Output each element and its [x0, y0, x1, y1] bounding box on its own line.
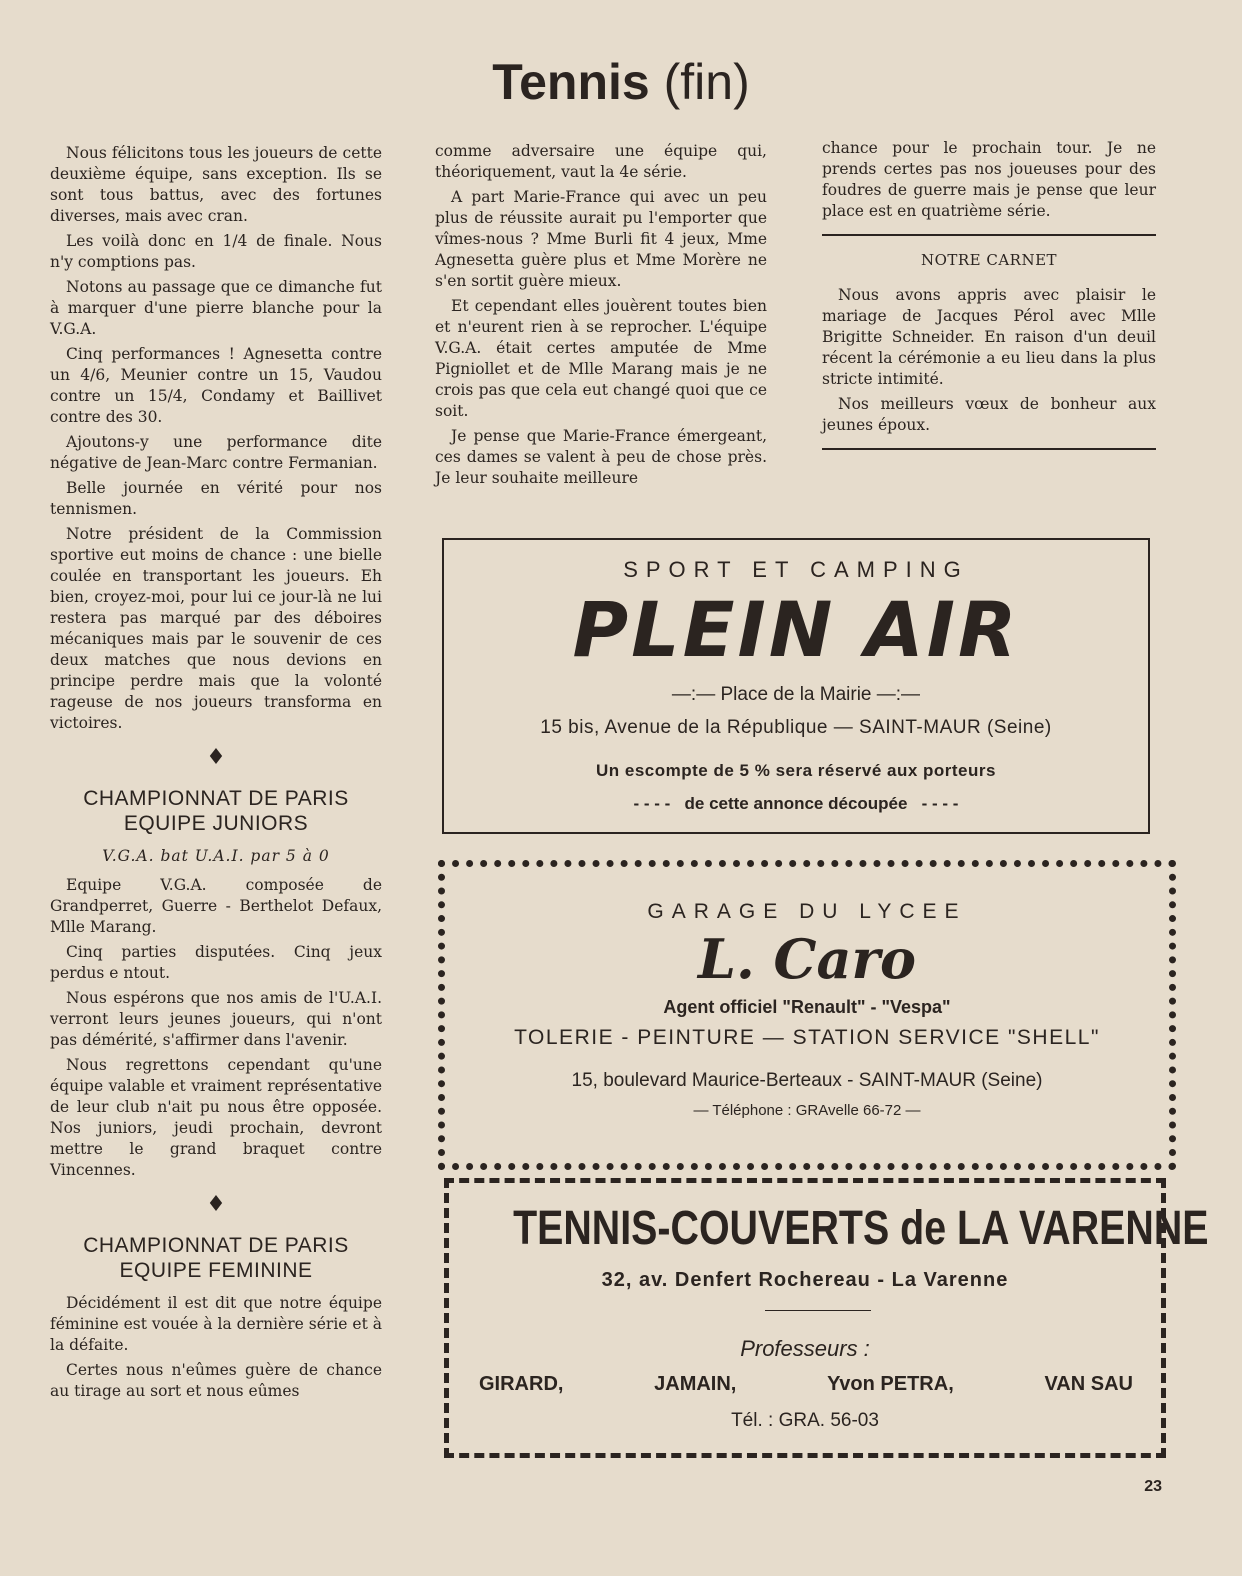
- professor-name: VAN SAU: [1044, 1373, 1133, 1395]
- column-1: [50, 143, 382, 1406]
- section-subheading: V.G.A. bat U.A.I. par 5 à 0: [102, 847, 330, 865]
- section-heading-juniors: [50, 786, 382, 836]
- title-main: Tennis: [492, 54, 650, 110]
- ad-brand-name: TENNIS-COUVERTS de LA VARENNE: [513, 1202, 1209, 1255]
- paragraph: Cinq performances ! Agnesetta contre un 4/6, Meunier contre un 15, Vaudou contre un 15/4, Condamy et Baillivet contre des 30.: [50, 345, 382, 426]
- heading-line: EQUIPE JUNIORS: [123, 812, 309, 835]
- ad-phone: — Téléphone : GRAvelle 66-72 —: [693, 1102, 921, 1119]
- page-number: 23: [1144, 1478, 1162, 1495]
- title-sub: (fin): [663, 54, 750, 110]
- ad-brand-name: PLEIN AIR: [572, 585, 1020, 674]
- paragraph: Cinq parties disputées. Cinq jeux perdus e ntout.: [50, 943, 382, 982]
- section-heading-carnet: NOTRE CARNET: [920, 251, 1058, 269]
- heading-line: CHAMPIONNAT DE PARIS: [83, 787, 349, 810]
- ad-offer-line: - - - - de cette annonce découpée - - - -: [633, 794, 959, 813]
- paragraph: Nos meilleurs vœux de bonheur aux jeunes époux.: [822, 395, 1156, 434]
- column-3: [822, 138, 1156, 464]
- paragraph: Certes nous n'eûmes guère de chance au tirage au sort et nous eûmes: [50, 1361, 382, 1400]
- paragraph: Notre président de la Commission sportive eut moins de chance : une bielle coulée en transportant les joueurs. Eh bien, croyez-moi, pour lui ce jour-là ne lui restera pas marqué par des déboires mécaniques mais par le souvenir de ces deux matches que nous devions en principe perdre mais que la volonté rageuse de nos joueurs transforma en victoires.: [50, 525, 382, 732]
- ad-place: —:— Place de la Mairie —:—: [671, 684, 921, 705]
- paragraph: Nous regrettons cependant qu'une équipe valable et vraiment représentative de leur club n'ait pu nous être opposée. Nos juniors, jeudi prochain, devront mettre le grand braquet contre Vincennes.: [50, 1056, 382, 1179]
- paragraph: Et cependant elles jouèrent toutes bien et n'eurent rien à se reprocher. L'équipe V.G.A. était certes amputée de Mme Pigniollet et de Mlle Marang mais je ne crois pas que cela eut changé quoi que ce soit.: [435, 297, 767, 420]
- paragraph: Décidément il est dit que notre équipe féminine est vouée à la dernière série et à la défaite.: [50, 1294, 382, 1354]
- ad-phone: Tél. : GRA. 56-03: [731, 1410, 879, 1431]
- divider: [822, 448, 1156, 450]
- paragraph: Nous avons appris avec plaisir le mariage de Jacques Pérol avec Mlle Brigitte Schneider. En raison d'un deuil récent la cérémonie a eu lieu dans la plus stricte intimité.: [822, 286, 1156, 388]
- paragraph: Les voilà donc en 1/4 de finale. Nous n'y comptions pas.: [50, 232, 382, 271]
- ad-garage-lycee: [438, 860, 1176, 1170]
- ad-plein-air: [442, 538, 1150, 834]
- paragraph: comme adversaire une équipe qui, théoriquement, vaut la 4e série.: [435, 142, 767, 181]
- ad-address: 32, av. Denfert Rochereau - La Varenne: [601, 1269, 1009, 1291]
- ad-services: TOLERIE - PEINTURE — STATION SERVICE "SHELL": [514, 1026, 1100, 1049]
- divider: [765, 1310, 871, 1311]
- ad-professors-list: [479, 1371, 1133, 1397]
- diamond-icon: ♦: [206, 1192, 226, 1217]
- ad-address: 15, boulevard Maurice-Berteaux - SAINT-MAUR (Seine): [571, 1070, 1043, 1091]
- ad-address: 15 bis, Avenue de la République — SAINT-MAUR (Seine): [540, 717, 1052, 738]
- heading-line: EQUIPE FEMININE: [119, 1259, 313, 1282]
- paragraph: Belle journée en vérité pour nos tennismen.: [50, 479, 382, 518]
- ad-offer-line: Un escompte de 5 % sera réservé aux porteurs: [596, 761, 996, 780]
- paragraph: Je pense que Marie-France émergeant, ces dames se valent à peu de chose près. Je leur souhaite meilleure: [435, 427, 767, 487]
- ad-professors-label: Professeurs :: [740, 1336, 870, 1361]
- paragraph: Nous félicitons tous les joueurs de cette deuxième équipe, sans exception. Ils se sont tous battus, avec des fortunes diverses, mais avec cran.: [50, 144, 382, 225]
- heading-line: CHAMPIONNAT DE PARIS: [83, 1234, 349, 1257]
- diamond-icon: ♦: [206, 745, 226, 770]
- paragraph: A part Marie-France qui avec un peu plus de réussite aurait pu l'emporter que vîmes-nous ? Mme Burli fit 4 jeux, Mme Agnesetta guère plus et Mme Morère ne s'en sortit guère mieux.: [435, 188, 767, 290]
- professor-name: JAMAIN,: [654, 1373, 737, 1395]
- ad-brand-name: L. Caro: [697, 927, 916, 991]
- divider: [822, 234, 1156, 236]
- professor-name: Yvon PETRA,: [827, 1373, 954, 1395]
- ad-tagline: GARAGE DU LYCEE: [647, 900, 967, 923]
- section-heading-feminine: [50, 1233, 382, 1283]
- paragraph: Notons au passage que ce dimanche fut à marquer d'une pierre blanche pour la V.G.A.: [50, 278, 382, 338]
- ad-tennis-couverts: [444, 1178, 1209, 1458]
- ad-agent: Agent officiel "Renault" - "Vespa": [663, 997, 951, 1017]
- paragraph: Equipe V.G.A. composée de Grandperret, Guerre - Berthelot Defaux, Mlle Marang.: [50, 876, 382, 936]
- paragraph: chance pour le prochain tour. Je ne prends certes pas nos joueuses pour des foudres de guerre mais je pense que leur place est en quatrième série.: [822, 139, 1156, 220]
- page-title: [0, 52, 1242, 112]
- column-2: [435, 141, 767, 493]
- professor-name: GIRARD,: [479, 1373, 564, 1395]
- ad-tagline: SPORT ET CAMPING: [623, 557, 969, 582]
- paragraph: Ajoutons-y une performance dite négative de Jean-Marc contre Fermanian.: [50, 433, 382, 472]
- paragraph: Nous espérons que nos amis de l'U.A.I. verront leurs jeunes joueurs, qui n'ont pas démérité, s'affirmer dans l'avenir.: [50, 989, 382, 1049]
